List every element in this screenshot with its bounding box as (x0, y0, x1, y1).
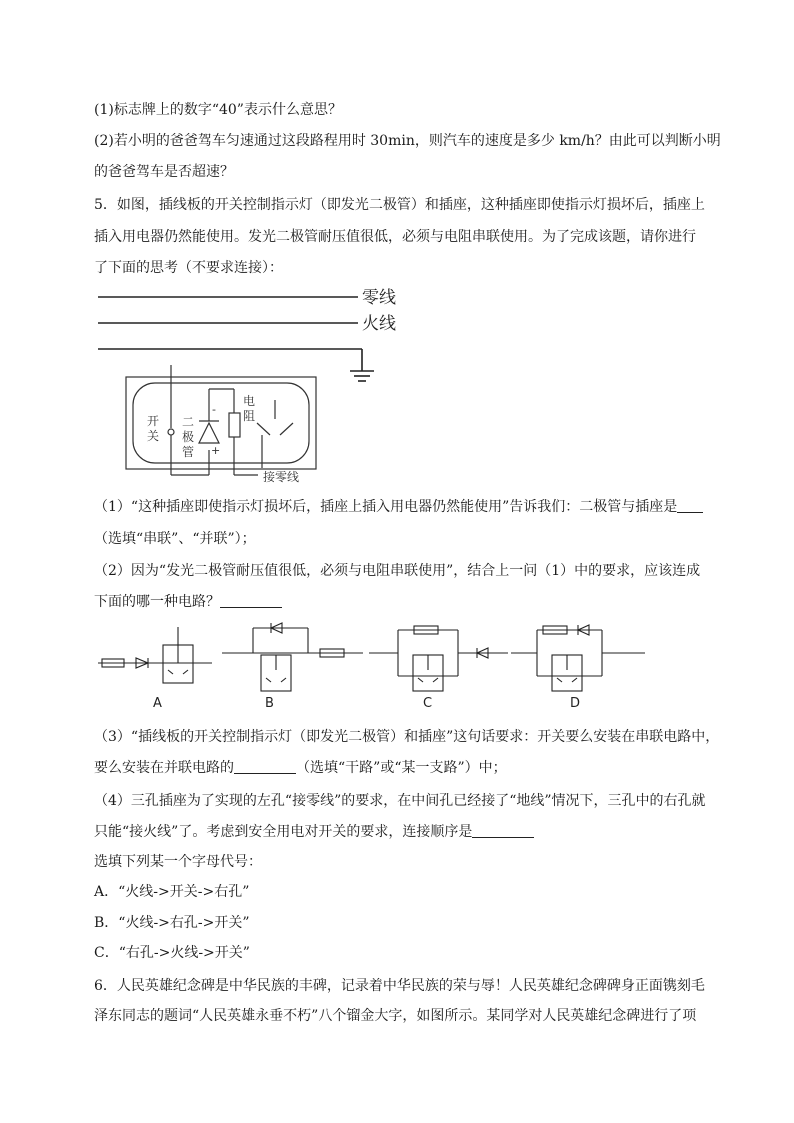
q4-sub2-line2: 的爸爸驾车是否超速？ (94, 164, 234, 180)
resistor-label-2: 阻 (243, 409, 256, 423)
switch-label-1: 开 (147, 414, 160, 428)
diode-plus-sign: + (211, 444, 221, 457)
circuit-options-figure (0, 618, 794, 713)
answer-blank-2[interactable] (220, 593, 282, 608)
answer-blank-1[interactable] (677, 498, 703, 513)
neutral-connect-label: 接零线 (263, 470, 300, 484)
q5-p4-line2: 只能“接火线”了。考虑到安全用电对开关的要求，连接顺序是 (94, 822, 534, 842)
choice-c[interactable]: C．“右孔->火线->开关” (94, 945, 250, 961)
choice-b[interactable]: B．“火线->右孔->开关” (94, 915, 250, 931)
choice-a[interactable]: A．“火线->开关->右孔” (94, 884, 250, 900)
option-d-label[interactable]: D (570, 696, 581, 711)
q6-line1: 6．人民英雄纪念碑是中华民族的丰碑，记录着中华民族的荣与辱！人民英雄纪念碑碑身正面镌刻毛 (94, 978, 705, 994)
answer-blank-4[interactable] (472, 823, 534, 838)
answer-blank-3[interactable] (234, 759, 296, 774)
q5-p1-line2: （选填“串联”、“并联”）； (94, 531, 256, 547)
q5-choose-hint: 选填下列某一个字母代号： (94, 854, 262, 870)
q5-intro-line2: 插入用电器仍然能使用。发光二极管耐压值很低，必须与电阻串联使用。为了完成该题，请你进行 (94, 229, 696, 245)
q4-sub2-line1: (2)若小明的爸爸驾车匀速通过这段路程用时 30min，则汽车的速度是多少 km/h？由此可以判断小明 (94, 133, 721, 149)
switch-label-2: 关 (147, 429, 160, 443)
q5-p1-line1: （1）“这种插座即使指示灯损坏后，插座上插入用电器仍然能使用”告诉我们：二极管与插座是 (94, 497, 703, 517)
q5-intro-line1: 5．如图，插线板的开关控制指示灯（即发光二极管）和插座，这种插座即使指示灯损坏后，插座上 (94, 197, 705, 213)
q5-p2-line2: 下面的哪一种电路？ (94, 592, 282, 612)
option-c-label[interactable]: C (423, 696, 433, 711)
q5-p3-line2: 要么安装在并联电路的 （选填“干路”或“某一支路”）中； (94, 760, 507, 776)
diode-label-1: 二 (182, 415, 195, 429)
q5-p2-line1: （2）因为“发光二极管耐压值很低，必须与电阻串联使用”，结合上一问（1）中的要求，应该连成 (94, 563, 701, 579)
diode-label-2: 极 (182, 430, 195, 444)
neutral-wire-label: 零线 (362, 288, 396, 308)
option-b-label[interactable]: B (265, 696, 274, 711)
power-strip-figure (0, 285, 794, 490)
q4-sub1: (1)标志牌上的数字“40”表示什么意思？ (94, 102, 342, 118)
q5-p3-line1: （3）“插线板的开关控制指示灯（即发光二极管）和插座”这句话要求：开关要么安装在串联电路中， (94, 729, 720, 745)
diode-minus-sign: - (212, 403, 216, 416)
resistor-label-1: 电 (243, 394, 256, 408)
q5-p4-line1: （4）三孔插座为了实现的左孔“接零线”的要求，在中间孔已经接了“地线”情况下，三孔中的右孔就 (94, 793, 706, 809)
q5-intro-line3: 了下面的思考（不要求连接）： (94, 260, 283, 276)
diode-label-3: 管 (182, 445, 195, 459)
option-a-label[interactable]: A (153, 696, 162, 711)
q6-line2: 泽东同志的题词“人民英雄永垂不朽”八个镏金大字，如图所示。某同学对人民英雄纪念碑进行了项 (94, 1008, 697, 1024)
live-wire-label: 火线 (362, 314, 396, 334)
